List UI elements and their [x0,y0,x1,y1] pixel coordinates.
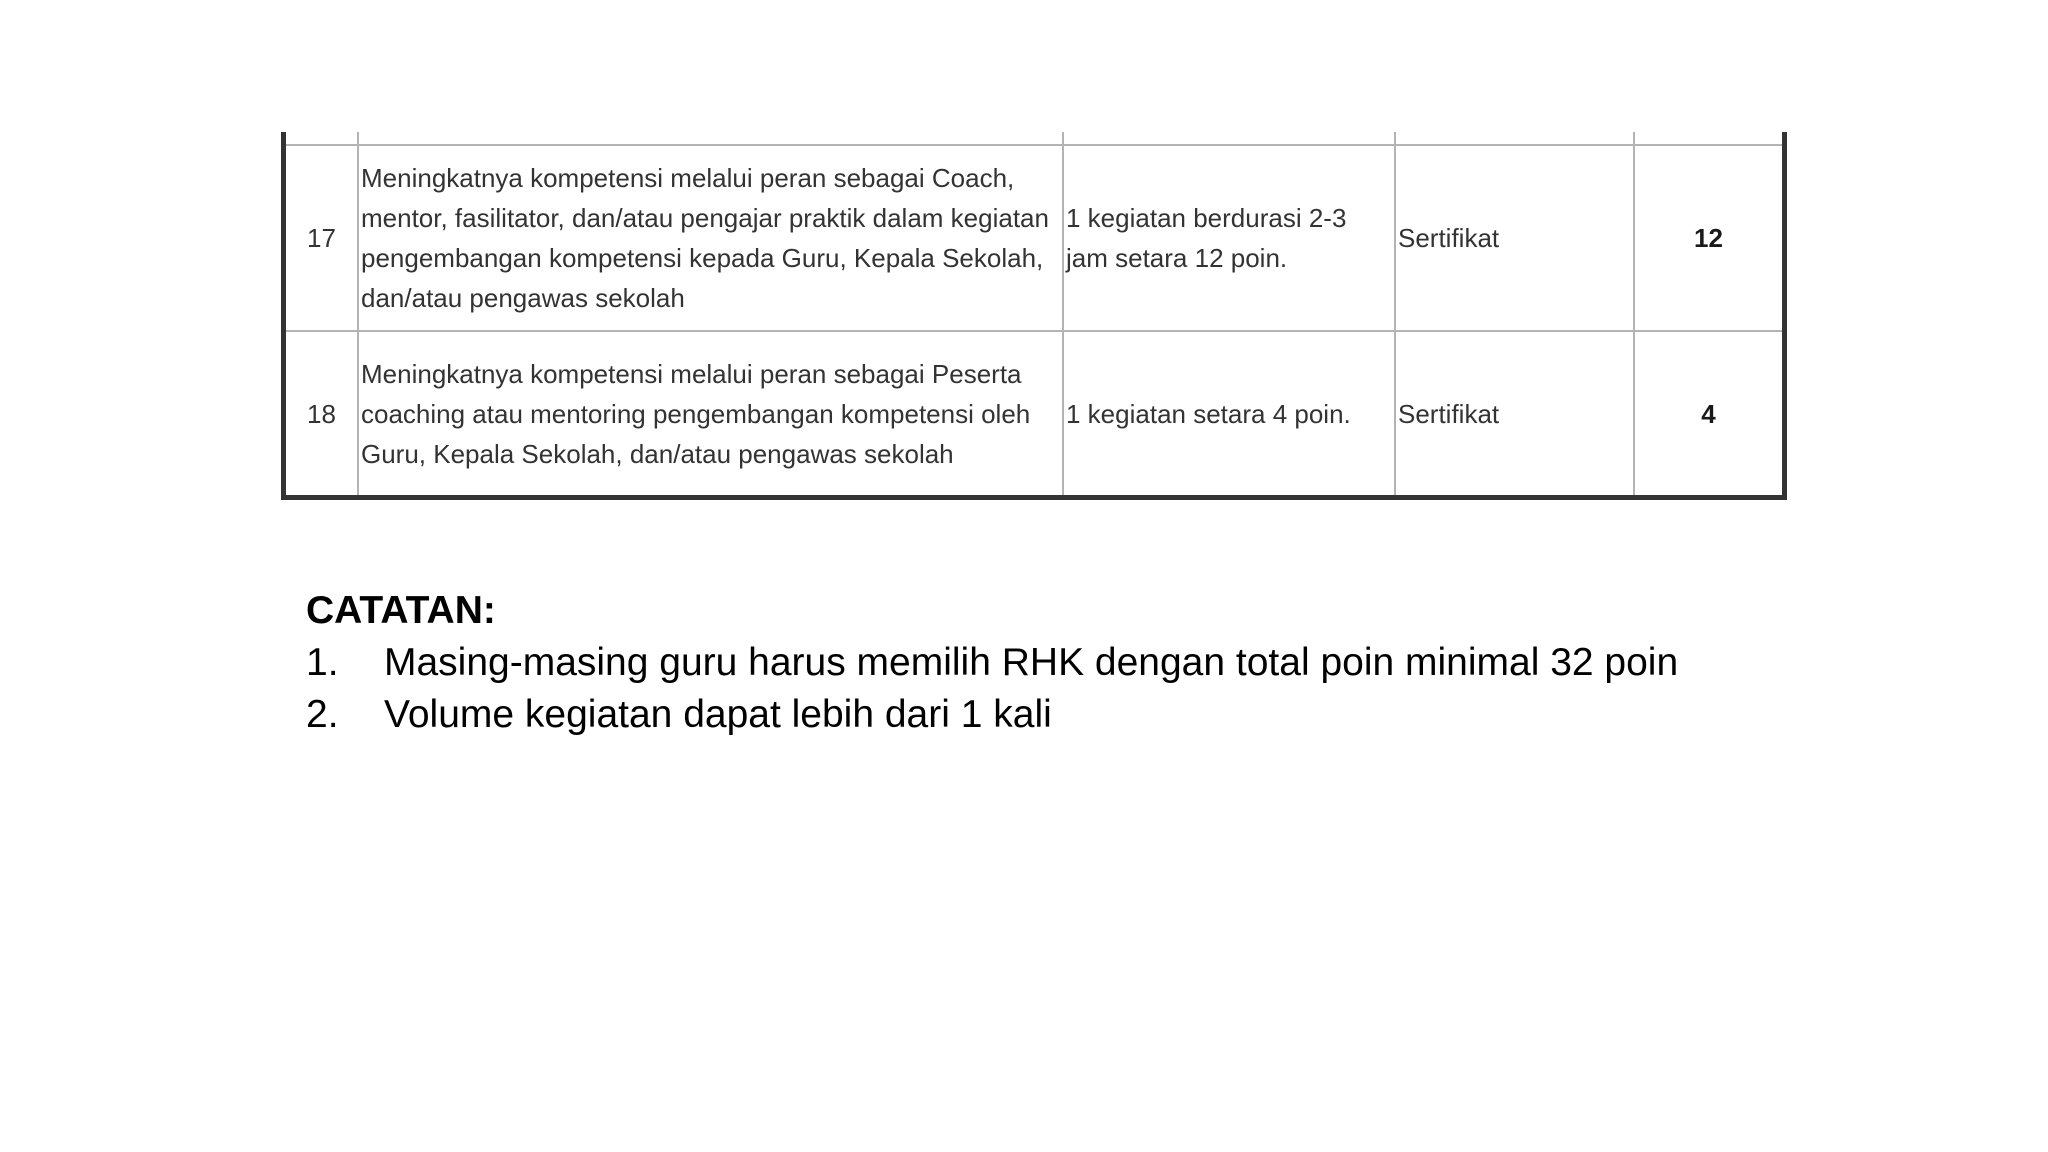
activity-description: Meningkatnya kompetensi melalui peran sebagai Peserta coaching atau mentoring pengembangan kompetensi oleh Guru, Kepala Sekolah, dan/atau pengawas sekolah [358,331,1063,496]
rhk-table-section [281,132,1787,500]
column-divider [1394,132,1396,146]
note-text: Volume kegiatan dapat lebih dari 1 kali [384,693,1052,736]
activity-description: Meningkatnya kompetensi melalui peran sebagai Coach, mentor, fasilitator, dan/atau pengajar praktik dalam kegiatan pengembangan kompetensi kepada Guru, Kepala Sekolah, dan/atau pengawas sekolah [358,146,1063,331]
note-item [306,689,1678,741]
activity-volume: 1 kegiatan berdurasi 2-3 jam setara 12 poin. [1063,146,1395,331]
column-divider [1633,132,1635,146]
note-number: 2. [306,693,339,736]
notes-title: CATATAN: [306,589,496,632]
table-row [286,331,1782,496]
rhk-table [286,146,1782,496]
note-text: Masing-masing guru harus memilih RHK dengan total poin minimal 32 poin [384,641,1679,684]
points-value: 12 [1634,146,1782,331]
column-divider [1062,132,1064,146]
column-divider [357,132,359,146]
evidence-type: Sertifikat [1395,146,1634,331]
note-number: 1. [306,641,339,684]
notes-section [306,585,1678,741]
points-value: 4 [1634,331,1782,496]
activity-volume: 1 kegiatan setara 4 poin. [1063,331,1395,496]
note-item [306,637,1678,689]
row-number: 17 [286,146,358,331]
table-row [286,146,1782,331]
table-top-border [286,132,1782,146]
evidence-type: Sertifikat [1395,331,1634,496]
row-number: 18 [286,331,358,496]
